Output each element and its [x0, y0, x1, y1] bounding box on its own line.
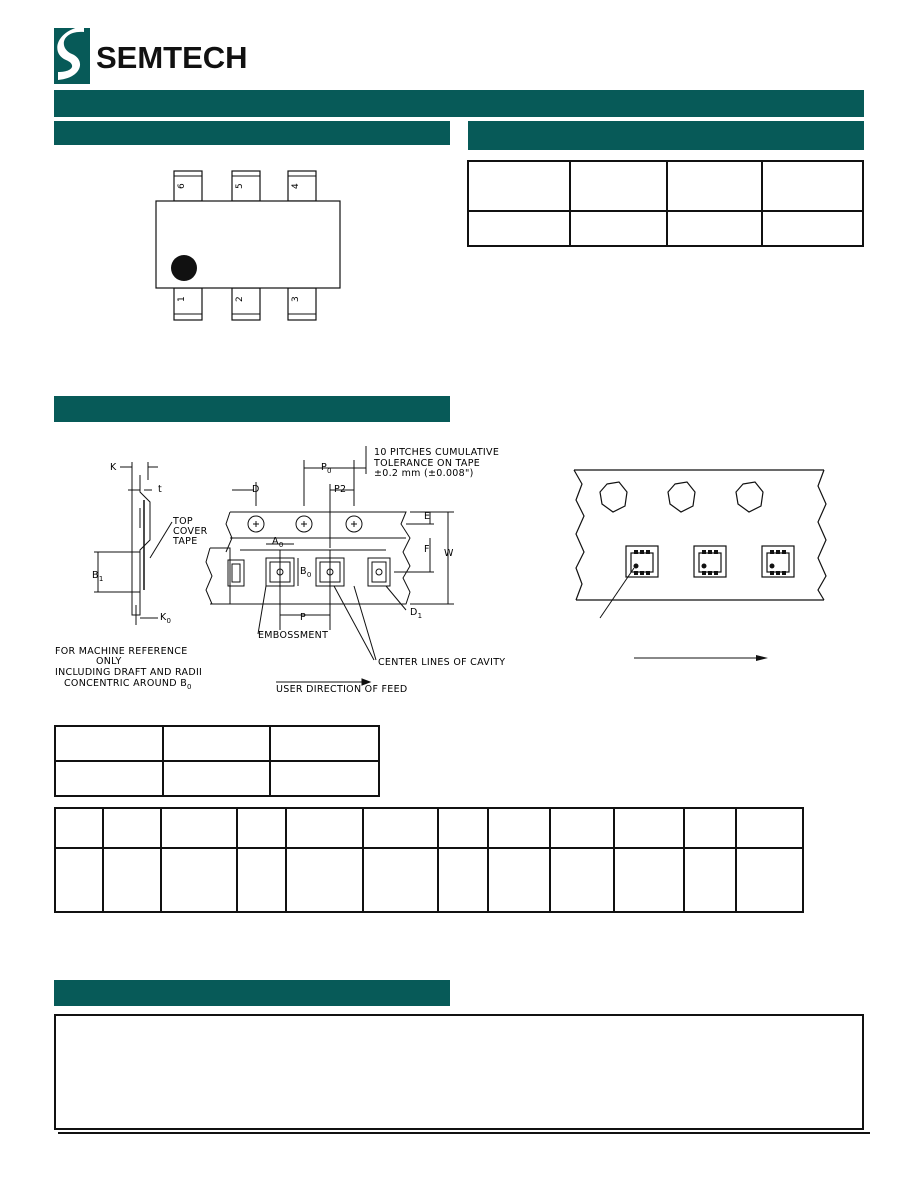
machine-ref-line3: INCLUDING DRAFT AND RADII [55, 667, 203, 678]
semtech-logo [52, 26, 322, 86]
ordering-section-bar [468, 121, 864, 150]
dim-e-label: E [424, 511, 431, 522]
center-lines-label: CENTER LINES OF CAVITY [378, 657, 506, 668]
footer-rule [58, 1132, 870, 1134]
top-cover-tape-label-3: TAPE [173, 536, 198, 547]
contact-info-box [54, 1014, 864, 1130]
tape-orientation-diagram [560, 462, 840, 672]
dim-d1-label: $D_1$ [410, 607, 423, 620]
tolerance-note-line1: 10 PITCHES CUMULATIVE [374, 447, 500, 458]
dim-f-label: F [424, 544, 430, 555]
top-title-bar [54, 90, 864, 117]
dim-d-label: D [252, 484, 260, 495]
pin-4-label: 4 [291, 182, 302, 190]
machine-ref-line4: CONCENTRIC AROUND $B_0$ [64, 678, 192, 691]
marking-diagram [150, 168, 350, 328]
top-cover-tape-label-1: TOP [173, 516, 193, 527]
dim-p2-label: P2 [334, 484, 347, 495]
dim-w-label: W [444, 548, 454, 559]
marking-section-bar [54, 121, 450, 145]
contact-section-bar [54, 980, 450, 1006]
pin-6-label: 6 [177, 182, 188, 190]
dim-p0-label: $P_0$ [321, 462, 332, 475]
tape-reel-section-bar [54, 396, 450, 422]
brand-wordmark: SEMTECH [96, 40, 248, 75]
dim-k0-label: $K_0$ [160, 612, 172, 625]
top-cover-tape-label-2: COVER [173, 526, 208, 537]
ordering-table [467, 160, 864, 247]
machine-ref-line1: FOR MACHINE REFERENCE [55, 646, 188, 657]
pin-5-label: 5 [235, 182, 246, 190]
dim-a0-label: $A_0$ [272, 536, 284, 549]
dim-k-label: K [110, 462, 117, 473]
dim-p-label: P [300, 612, 307, 623]
pin-1-label: 1 [177, 295, 188, 303]
dim-b1-label: $B_1$ [92, 570, 104, 583]
pin1-dot [171, 255, 197, 281]
tape-spec-table [54, 725, 380, 797]
user-direction-label: USER DIRECTION OF FEED [276, 684, 408, 695]
pin-3-label: 3 [291, 295, 302, 303]
dim-t-label: t [158, 484, 163, 495]
tolerance-note-line3: ±0.2 mm (±0.008") [374, 468, 474, 479]
tape-dimensions-table [54, 807, 804, 913]
pin-2-label: 2 [235, 295, 246, 303]
dim-b0-label: $B_0$ [300, 566, 312, 579]
tolerance-note-line2: TOLERANCE ON TAPE [374, 458, 481, 469]
embossment-label: EMBOSSMENT [258, 630, 329, 641]
machine-ref-line2: ONLY [96, 656, 122, 667]
